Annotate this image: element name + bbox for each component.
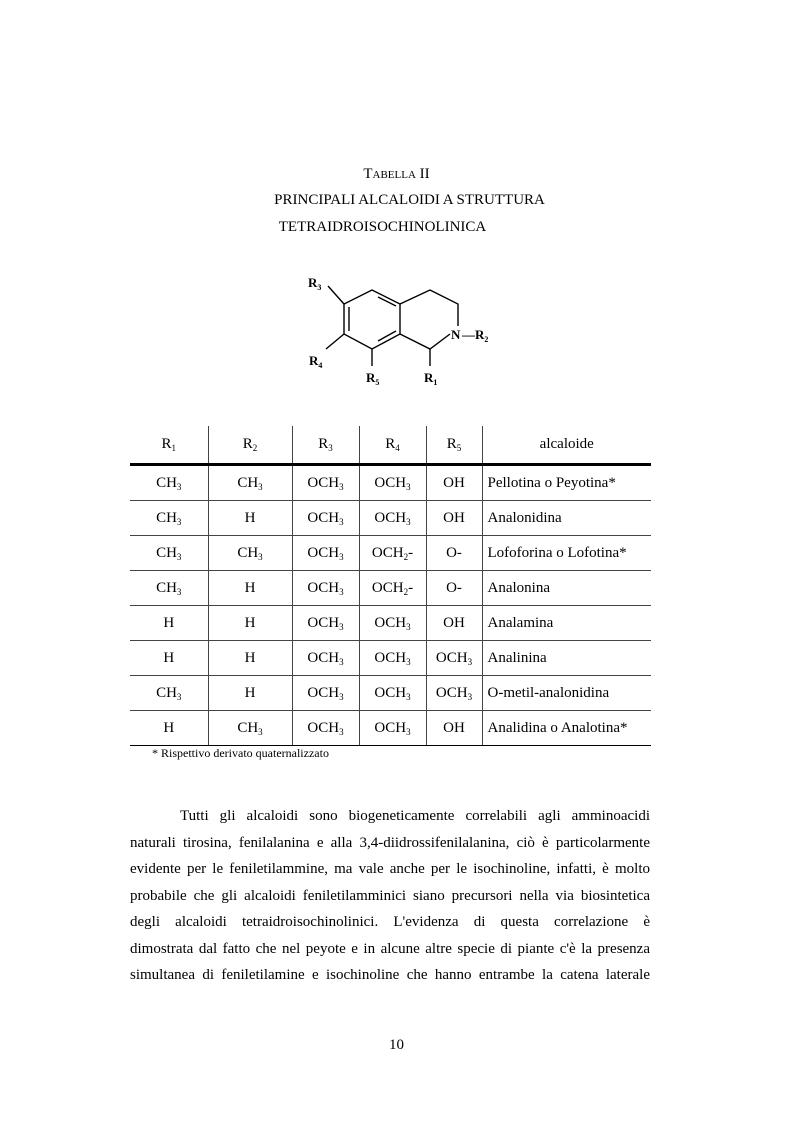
cell-r4: $OCH_3$ <box>359 501 426 536</box>
table-title-line-1: PRINCIPALI ALCALOIDI A STRUTTURA <box>274 192 545 208</box>
paragraph-line: naturali tirosina, fenilalanina e alla 3,4-diidrossifenilalanina, ciò è particolarmente <box>130 834 650 851</box>
cell-r4: $OCH_3$ <box>359 711 426 746</box>
table-label: Tabella II <box>363 166 430 182</box>
cell-alkaloid-name: Analinina <box>482 641 651 676</box>
cell-r2: $CH_3$ <box>208 711 292 746</box>
column-header-1: $R_1$ <box>130 426 208 465</box>
cell-r4: $OCH_3$ <box>359 606 426 641</box>
cell-r3: $OCH_3$ <box>292 501 359 536</box>
paragraph-line: Tutti gli alcaloidi sono biogeneticamente correlabili agli amminoacidi <box>180 808 650 824</box>
svg-text:R3: $R_3$ <box>308 275 322 292</box>
cell-r2: H <box>208 501 292 536</box>
paragraph-line: evidente per le feniletilammine, ma vale anche per le isochinoline, infatti, è molto <box>130 861 650 877</box>
table-row <box>130 641 651 676</box>
cell-r5: OH <box>426 465 482 501</box>
cell-r3: $OCH_3$ <box>292 465 359 501</box>
cell-r2: $CH_3$ <box>208 536 292 571</box>
cell-r2: H <box>208 606 292 641</box>
table-row <box>130 536 651 571</box>
cell-r2: H <box>208 676 292 711</box>
table-row <box>130 465 651 501</box>
svg-text:N: N <box>451 327 461 342</box>
cell-r5: OH <box>426 606 482 641</box>
column-header-2: $R_2$ <box>208 426 292 465</box>
cell-r3: $OCH_3$ <box>292 536 359 571</box>
column-header-6: alcaloide <box>482 426 651 465</box>
cell-r5: $OCH_3$ <box>426 676 482 711</box>
cell-alkaloid-name: Analonidina <box>482 501 651 536</box>
paragraph-line: degli alcaloidi tetraidroisochinolinici. L'evidenza di questa correlazione è <box>130 914 650 930</box>
paragraph-line: dimostrata dal fatto che nel peyote e in alcune altre specie di piante c'è la presenza <box>130 940 650 957</box>
cell-r2: H <box>208 571 292 606</box>
column-header-4: $R_4$ <box>359 426 426 465</box>
cell-r4: $OCH_3$ <box>359 465 426 501</box>
table-header-row <box>130 426 651 465</box>
cell-r1: $CH_3$ <box>130 501 208 536</box>
cell-r1: H <box>130 711 208 746</box>
cell-r5: O- <box>426 571 482 606</box>
cell-alkaloid-name: Analonina <box>482 571 651 606</box>
table-row <box>130 711 651 746</box>
cell-r5: OH <box>426 711 482 746</box>
cell-r5: $OCH_3$ <box>426 641 482 676</box>
table-row <box>130 676 651 711</box>
table-row <box>130 606 651 641</box>
cell-r1: $CH_3$ <box>130 676 208 711</box>
cell-alkaloid-name: O-metil-analonidina <box>482 676 651 711</box>
table-row <box>130 501 651 536</box>
svg-text:R1: $R_1$ <box>424 370 438 387</box>
cell-r4: $OCH_3$ <box>359 676 426 711</box>
cell-r3: $OCH_3$ <box>292 711 359 746</box>
cell-r3: $OCH_3$ <box>292 641 359 676</box>
paragraph-line: probabile che gli alcaloidi feniletilamminici siano precursori nella via biosintetica <box>130 887 650 904</box>
cell-alkaloid-name: Analamina <box>482 606 651 641</box>
column-header-5: $R_5$ <box>426 426 482 465</box>
cell-r1: $CH_3$ <box>130 536 208 571</box>
table-title-line-2: TETRAIDROISOCHINOLINICA <box>278 219 487 235</box>
alkaloids-table <box>130 426 651 746</box>
cell-r5: OH <box>426 501 482 536</box>
cell-r4: $OCH_3$ <box>359 641 426 676</box>
cell-r2: H <box>208 641 292 676</box>
cell-r2: $CH_3$ <box>208 465 292 501</box>
cell-alkaloid-name: Lofoforina o Lofotina* <box>482 536 651 571</box>
cell-r1: H <box>130 641 208 676</box>
cell-r1: $CH_3$ <box>130 465 208 501</box>
body-paragraph <box>130 803 650 989</box>
svg-text:—R2: $—R_2$ <box>462 327 489 344</box>
cell-alkaloid-name: Pellotina o Peyotina* <box>482 465 651 501</box>
cell-r3: $OCH_3$ <box>292 606 359 641</box>
column-header-3: $R_3$ <box>292 426 359 465</box>
table-row <box>130 571 651 606</box>
cell-r1: H <box>130 606 208 641</box>
svg-text:R4: $R_4$ <box>309 353 323 370</box>
cell-r4: $OCH_2-$ <box>359 536 426 571</box>
cell-alkaloid-name: Analidina o Analotina* <box>482 711 651 746</box>
svg-text:R5: $R_5$ <box>366 370 380 387</box>
cell-r3: $OCH_3$ <box>292 571 359 606</box>
cell-r4: $OCH_2-$ <box>359 571 426 606</box>
cell-r3: $OCH_3$ <box>292 676 359 711</box>
cell-r5: O- <box>426 536 482 571</box>
paragraph-line: simultanea di feniletilamine e isochinoline che hanno entrambe la catena laterale <box>130 967 650 983</box>
cell-r1: $CH_3$ <box>130 571 208 606</box>
table-footnote: * Rispettivo derivato quaternalizzato <box>152 746 329 760</box>
tetrahydroisoquinoline-structure <box>300 266 510 388</box>
page-number: 10 <box>389 1037 404 1053</box>
